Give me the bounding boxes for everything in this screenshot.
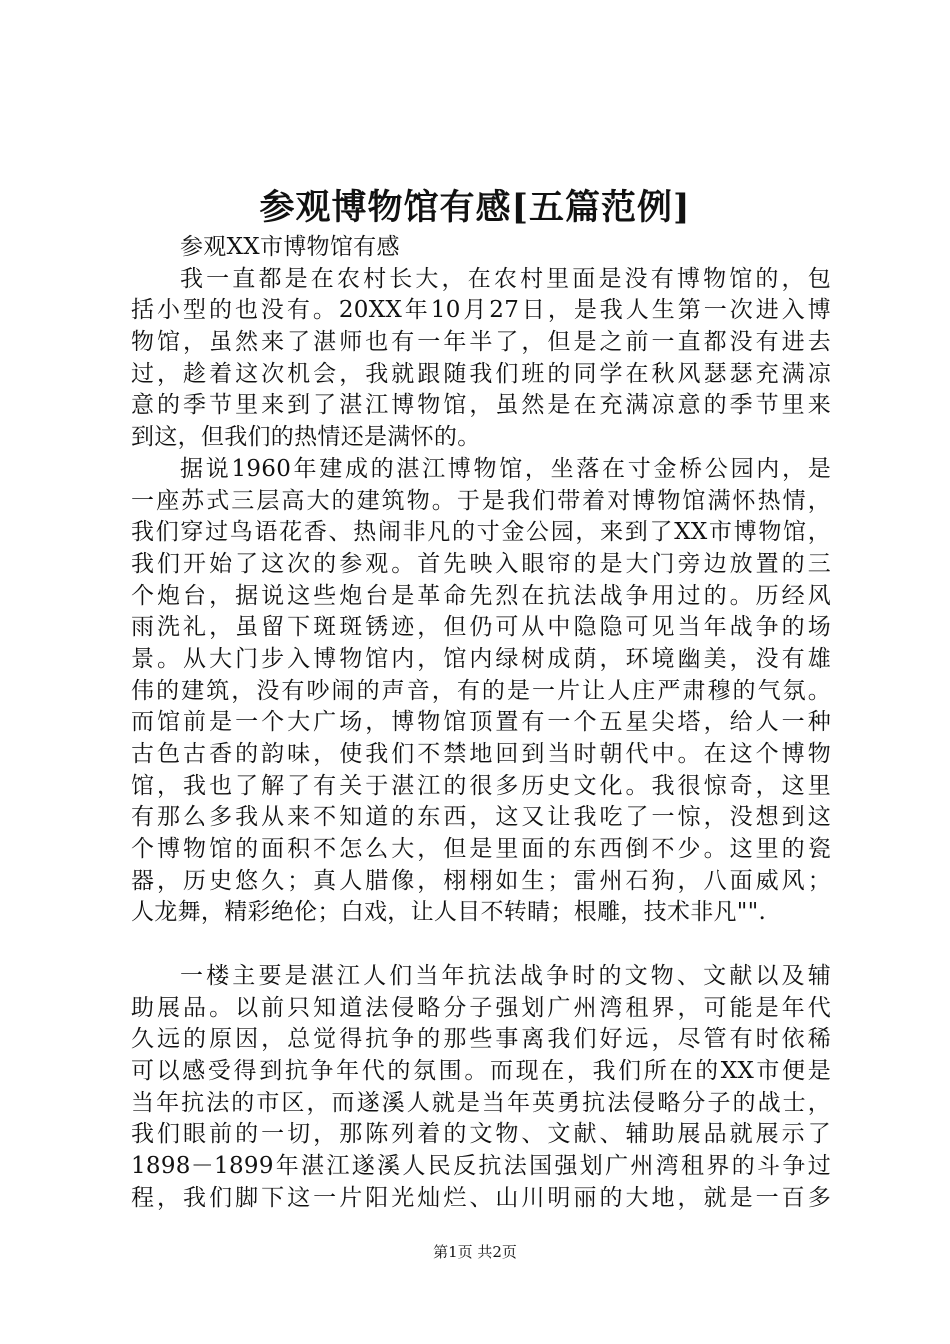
- paragraph-line: 伟的建筑，没有吵闹的声音，有的是一片让人庄严肃穆的气氛。: [131, 677, 831, 704]
- paragraph-line: 当年抗法的市区，而遂溪人就是当年英勇抗法侵略分子的战士，: [131, 1089, 831, 1116]
- paragraph-line: 我们开始了这次的参观。首先映入眼帘的是大门旁边放置的三: [131, 550, 831, 577]
- paragraph-line: 程，我们脚下这一片阳光灿烂、山川明丽的大地，就是一百多: [131, 1184, 831, 1211]
- paragraph-line: 物馆，虽然来了湛师也有一年半了，但是之前一直都没有进去: [131, 329, 831, 356]
- paragraph-line: 器，历史悠久；真人腊像，栩栩如生；雷州石狗，八面威风；: [131, 867, 831, 894]
- paragraph-line: 个博物馆的面积不怎么大，但是里面的东西倒不少。这里的瓷: [131, 836, 831, 863]
- paragraph-line: 久远的原因，总觉得抗争的那些事离我们好远，尽管有时依稀: [131, 1026, 831, 1053]
- document-body: [131, 232, 831, 1214]
- paragraph-line: 1898－1899年湛江遂溪人民反抗法国强划广州湾租界的斗争过: [131, 1152, 831, 1179]
- paragraph-line: 我们眼前的一切，那陈列着的文物、文献、辅助展品就展示了: [131, 1121, 831, 1148]
- paragraph-line: 我一直都是在农村长大，在农村里面是没有博物馆的，包: [180, 265, 831, 292]
- document-title: 参观博物馆有感[五篇范例]: [259, 187, 691, 228]
- paragraph-line: 可以感受得到抗争年代的氛围。而现在，我们所在的XX市便是: [131, 1057, 831, 1084]
- paragraph-line: 一楼主要是湛江人们当年抗法战争时的文物、文献以及辅: [180, 962, 831, 989]
- page-number: 第1页 共2页: [433, 1243, 517, 1261]
- paragraph-line: 人龙舞，精彩绝伦；白戏，让人目不转睛；根雕，技术非凡"".: [131, 899, 767, 926]
- paragraph-line: 助展品。以前只知道法侵略分子强划广州湾租界，可能是年代: [131, 994, 831, 1021]
- paragraph-line: 据说1960年建成的湛江博物馆，坐落在寸金桥公园内，是: [180, 455, 831, 482]
- paragraph-line: 我们穿过鸟语花香、热闹非凡的寸金公园，来到了XX市博物馆，: [131, 519, 831, 546]
- paragraph-line: 古色古香的韵味，使我们不禁地回到当时朝代中。在这个博物: [131, 741, 831, 767]
- blank-line: [131, 929, 831, 961]
- section-heading: 参观XX市博物馆有感: [180, 234, 400, 260]
- paragraph-line: 有那么多我从来不知道的东西，这又让我吃了一惊，没想到这: [131, 804, 831, 831]
- paragraph-line: 景。从大门步入博物馆内，馆内绿树成荫，环境幽美，没有雄: [131, 645, 831, 672]
- paragraph-line: 雨洗礼，虽留下斑斑锈迹，但仍可从中隐隐可见当年战争的场: [131, 614, 831, 641]
- paragraph-line: 而馆前是一个大广场，博物馆顶置有一个五星尖塔，给人一种: [131, 709, 831, 736]
- paragraph-line: 括小型的也没有。20XX年10月27日，是我人生第一次进入博: [131, 297, 831, 324]
- paragraph-line: 到这，但我们的热情还是满怀的。: [131, 424, 481, 451]
- paragraph-line: 一座苏式三层高大的建筑物。于是我们带着对博物馆满怀热情，: [131, 487, 831, 514]
- paragraph-line: 馆，我也了解了有关于湛江的很多历史文化。我很惊奇，这里: [131, 772, 831, 799]
- paragraph-line: 个炮台，据说这些炮台是革命先烈在抗法战争用过的。历经风: [131, 582, 831, 609]
- paragraph-line: 过，趁着这次机会，我就跟随我们班的同学在秋风瑟瑟充满凉: [131, 360, 831, 387]
- paragraph-line: 意的季节里来到了湛江博物馆，虽然是在充满凉意的季节里来: [131, 392, 831, 419]
